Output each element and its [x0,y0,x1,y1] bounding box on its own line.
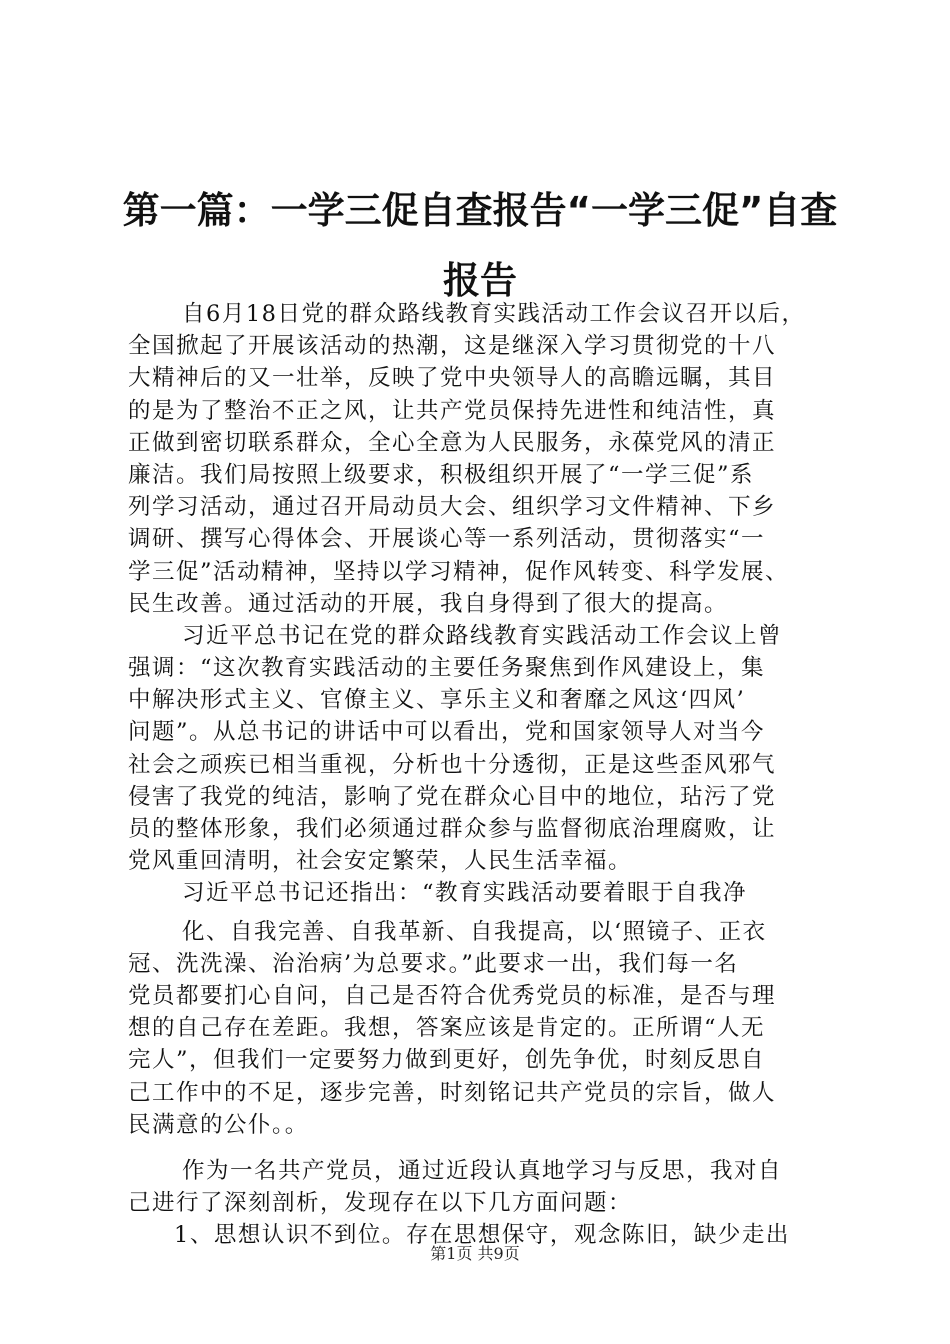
paragraph-line: 己工作中的不足，逐步完善，时刻铭记共产党员的宗旨，做人 [128,1079,777,1106]
paragraph-line: 党风重回清明，社会安定繁荣，人民生活幸福。 [128,848,633,875]
paragraph-line: 化、自我完善、自我革新、自我提高，以‘照镜子、正衣 [182,918,767,945]
paragraph-line: 列学习活动，通过召开局动员大会、组织学习文件精神、下乡 [128,494,777,521]
paragraph-line: 习近平总书记在党的群众路线教育实践活动工作会议上曾 [182,622,783,649]
paragraph-line: 正做到密切联系群众，全心全意为人民服务，永葆党风的清正 [128,429,777,456]
paragraph-line: 中解决形式主义、官僚主义、享乐主义和奢靡之风这‘四风’ [128,687,746,714]
paragraph-line: 民生改善。通过活动的开展，我自身得到了很大的提高。 [128,590,729,617]
paragraph-line: 调研、撰写心得体会、开展谈心等一系列活动，贯彻落实“一 [128,526,766,553]
paragraph-line: 自6月18日党的群众路线教育实践活动工作会议召开以后， [182,301,806,327]
paragraph-line: 廉洁。我们局按照上级要求，积极组织开展了“一学三促”系 [128,461,755,488]
paragraph-line: 1、思想认识不到位。存在思想保守，观念陈旧，缺少走出 [174,1222,790,1249]
title-line-1: 第一篇：一学三促自查报告“一学三促”自查 [122,189,838,232]
paragraph-line: 强调：“这次教育实践活动的主要任务聚焦到作风建设上，集 [128,655,766,682]
paragraph-line: 民满意的公仆。。 [128,1111,309,1138]
paragraph-line: 学三促”活动精神，坚持以学习精神，促作风转变、科学发展、 [128,558,790,585]
paragraph-line: 习近平总书记还指出：“教育实践活动要着眼于自我净 [182,880,748,907]
paragraph-line: 完人”，但我们一定要努力做到更好，创先争优，时刻反思自 [128,1047,766,1074]
page-footer: 第1页 共9页 [430,1244,520,1263]
paragraph-line: 冠、洗洗澡、治治病’为总要求。”此要求一出，我们每一名 [128,950,739,977]
paragraph-line: 全国掀起了开展该活动的热潮，这是继深入学习贯彻党的十八 [128,333,777,360]
paragraph-line: 大精神后的又一壮举，反映了党中央领导人的高瞻远瞩，其目 [128,365,777,392]
paragraph-line: 侵害了我党的纯洁，影响了党在群众心目中的地位，玷污了党 [128,783,777,810]
paragraph-line: 员的整体形象，我们必须通过群众参与监督彻底治理腐败，让 [128,816,777,842]
paragraph-line: 己进行了深刻剖析，发现存在以下几方面问题： [128,1190,633,1217]
paragraph-line: 问题”。从总书记的讲话中可以看出，党和国家领导人对当今 [128,719,766,746]
document-title [110,176,850,316]
paragraph-line: 社会之顽疾已相当重视，分析也十分透彻，正是这些歪风邪气 [128,751,777,778]
paragraph-line: 作为一名共产党员，通过近段认真地学习与反思，我对自 [182,1157,783,1184]
paragraph-line: 想的自己存在差距。我想，答案应该是肯定的。正所谓“人无 [128,1015,766,1042]
paragraph-line: 党员都要扪心自问，自己是否符合优秀党员的标准，是否与理 [128,982,777,1009]
document-body [128,298,838,1251]
paragraph-line: 的是为了整治不正之风，让共产党员保持先进性和纯洁性，真 [128,397,777,424]
title-line-2: 报告 [443,259,517,302]
